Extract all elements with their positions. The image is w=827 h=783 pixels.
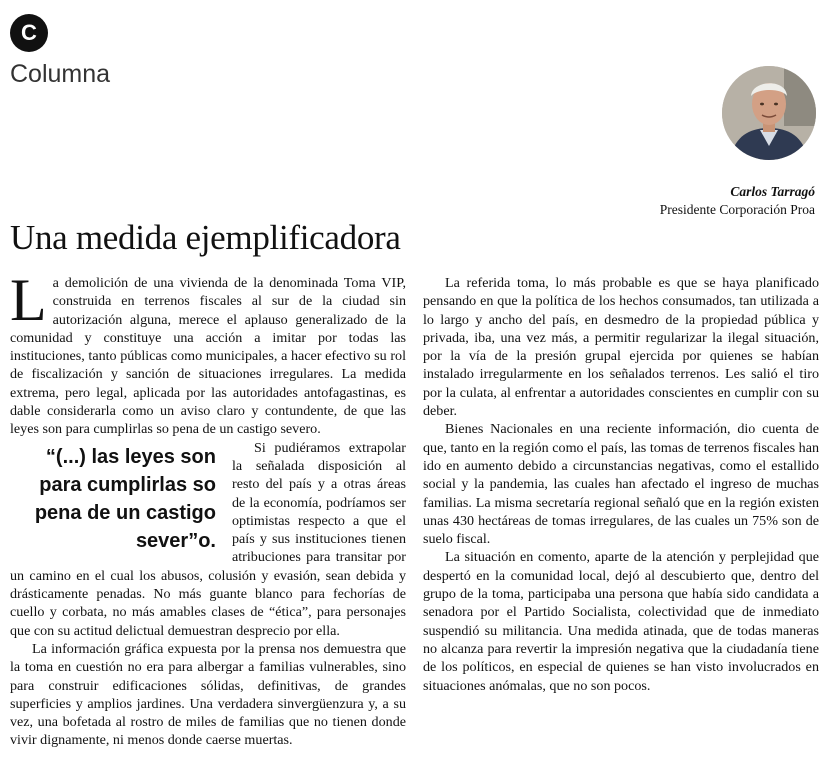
article-column-right xyxy=(423,274,819,695)
paragraph-2: Si pudiéramos extrapolar la señalada disposición al resto del país y a otras áreas de la economía, podríamos ser optimistas respecto a que el país y sus instituciones tienen atribuciones para transitar por un camino en el cual los abusos, colusión y evasión, sean debida y drásticamente penadas. No más guante blanco para fechorías de cuello y corbata, no más amables clases de “ética”, para personajes que con su actitud delictual demuestran desprecio por ella. xyxy=(10,439,406,639)
paragraph-4: La referida toma, lo más probable es que se haya planificado pensando en que la política de los hechos consumados, tan utilizada a lo largo y ancho del país, en desmedro de la propiedad pública y privada, iba, una vez más, a permitir regularizar la ilegal situación, por la vía de la presión grupal ejercida por quienes se habían instalado irregularmente en los señalados terrenos. Les salió el tiro por la culata, al enfrentar a autoridades conscientes en cumplir con su deber. xyxy=(423,275,819,420)
section-label: Columna xyxy=(10,60,111,88)
author-role: Presidente Corporación Proa xyxy=(659,202,815,217)
column-badge: C xyxy=(10,14,48,52)
paragraph-5: Bienes Nacionales en una reciente información, dio cuenta de que, tanto en la región como el país, las tomas de terrenos fiscales han ido en aumento debido a circunstancias negativas, como el estallido social y la pandemia, las cuales han afectado el ingreso de muchas familias. La misma secretaría regional señaló que en la región existen unas 430 hectáreas de tomas irregulares, de las cuales un 75% son de suelo fiscal. xyxy=(423,421,819,548)
pull-quote: “(...) las leyes son para cumplirlas so pena de un castigo sever”o. xyxy=(34,445,216,552)
article-title: Una medida ejemplificadora xyxy=(10,218,401,257)
author-name: Carlos Tarragó xyxy=(730,184,815,199)
paragraph-3: La información gráfica expuesta por la prensa nos demuestra que la toma en cuestión no era para albergar a familias vulnerables, sino para construir edificaciones sólidas, definitivas, de grandes superficies y amplios jardines. Una verdadera sinvergüenzura y, a su vez, una bofetada al rostro de miles de familias que no tienen donde vivir dignamente, ni menos donde caerse muertas. xyxy=(10,640,406,749)
paragraph-1 xyxy=(10,267,406,439)
article-column-left xyxy=(10,267,406,750)
author-portrait-icon xyxy=(722,66,816,160)
author-photo xyxy=(722,66,816,160)
drop-cap: L xyxy=(10,267,47,333)
paragraph-6: La situación en comento, aparte de la atención y perplejidad que despertó en la comunidad local, dejó al descubierto que, dentro del grupo de la toma, participaba una persona que había sido candidata a senadora por el Partido Socialista, colectividad que de inmediato suspendió su militancia. Una medida atinada, que de todas maneras no alcanza para revertir la impresión negativa que la ciudadanía tiene de los políticos, en especial de quienes se han visto involucrados en situaciones anómalas, que no son pocos. xyxy=(423,549,819,694)
paragraph-1-text: a demolición de una vivienda de la denominada Toma VIP, construida en terrenos fiscales al sur de la ciudad sin autorización alguna, merece el aplauso generalizado de la comunidad y constituye una acción a imitar por todas las instituciones, tanto públicas como municipales, a hacer efectivo su rol de fiscalización y sanción de situaciones irregulares. La medida extrema, pero legal, aplicada por las autoridades antofagastinas, es dable considerarla como un aviso claro y contundente, de que las leyes son para cumplirlas so pena de un castigo severo. xyxy=(10,275,406,438)
